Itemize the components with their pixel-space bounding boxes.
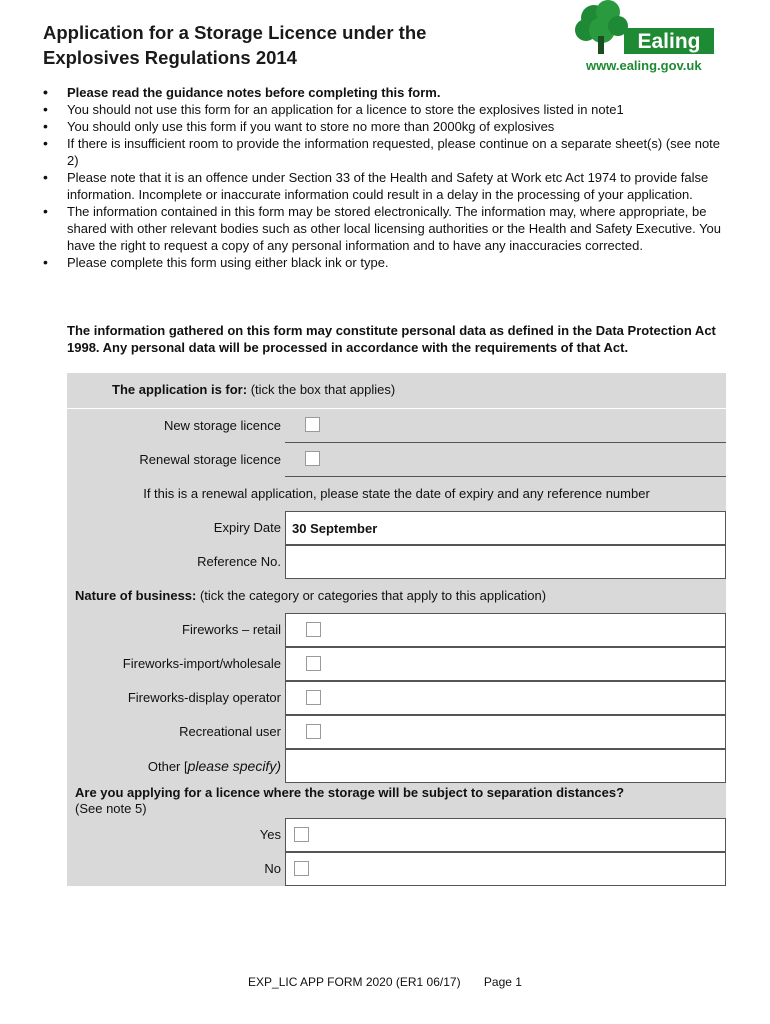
page-title bbox=[43, 20, 523, 70]
note-item: • Please note that it is an offence under Section 33 of the Health and Safety at Work etc Act 1974 to provide false information. Incomplete or inaccurate information could result in a delay in the processing of your application. bbox=[43, 169, 723, 203]
renewal-licence-checkbox[interactable] bbox=[305, 451, 320, 466]
guidance-notes bbox=[43, 84, 723, 271]
title-line-2: Explosives Regulations 2014 bbox=[43, 47, 297, 68]
new-licence-checkbox[interactable] bbox=[305, 417, 320, 432]
application-header bbox=[67, 373, 726, 409]
page-footer bbox=[0, 975, 770, 989]
other-business-row bbox=[67, 749, 726, 783]
data-protection-notice: The information gathered on this form may constitute personal data as defined in the Data Protection Act 1998. Any personal data will be processed in accordance with the requirements of that Act. bbox=[67, 323, 716, 355]
reference-field[interactable] bbox=[285, 545, 726, 579]
application-header-label: The application is for: bbox=[112, 382, 248, 397]
note-item: • You should only use this form if you want to store no more than 2000kg of explosives bbox=[43, 118, 723, 135]
expiry-label: Expiry Date bbox=[213, 520, 281, 535]
business-label: Fireworks – retail bbox=[182, 622, 281, 637]
business-row bbox=[67, 681, 726, 715]
separation-yes-checkbox[interactable] bbox=[294, 827, 309, 842]
expiry-date-field[interactable] bbox=[285, 511, 726, 545]
note-item: • You should not use this form for an application for a licence to store the explosives listed in note1 bbox=[43, 101, 723, 118]
application-header-hint: (tick the box that applies) bbox=[247, 382, 396, 397]
business-label: Recreational user bbox=[179, 724, 281, 739]
separation-question bbox=[67, 783, 726, 818]
reference-row bbox=[67, 545, 726, 579]
fireworks-retail-checkbox[interactable] bbox=[306, 622, 321, 637]
separation-note: (See note 5) bbox=[75, 801, 147, 816]
business-header-hint: (tick the category or categories that apply to this application) bbox=[196, 588, 547, 603]
new-licence-row bbox=[67, 409, 726, 443]
note-item: • Please complete this form using either black ink or type. bbox=[43, 254, 723, 271]
business-label: Fireworks-display operator bbox=[127, 690, 281, 705]
note-item: • Please read the guidance notes before completing this form. bbox=[43, 84, 723, 101]
form-code: EXP_LIC APP FORM 2020 (ER1 06/17) bbox=[248, 975, 461, 989]
new-licence-label: New storage licence bbox=[163, 418, 281, 433]
renewal-note: If this is a renewal application, please state the date of expiry and any reference number bbox=[67, 477, 726, 511]
fireworks-display-checkbox[interactable] bbox=[306, 690, 321, 705]
reference-label: Reference No. bbox=[197, 554, 281, 569]
separation-yes-label: Yes bbox=[259, 827, 281, 842]
separation-no-label: No bbox=[264, 861, 281, 876]
separation-no-checkbox[interactable] bbox=[294, 861, 309, 876]
logo-url[interactable]: www.ealing.gov.uk bbox=[586, 58, 702, 73]
business-row bbox=[67, 715, 726, 749]
separation-question-text: Are you applying for a licence where the storage will be subject to separation distances? bbox=[75, 785, 625, 800]
separation-no-row bbox=[67, 852, 726, 886]
business-row bbox=[67, 647, 726, 681]
other-business-label: Other [please specify) bbox=[147, 758, 281, 774]
business-header bbox=[67, 579, 726, 613]
recreational-user-checkbox[interactable] bbox=[306, 724, 321, 739]
expiry-date-value: 30 September bbox=[292, 521, 378, 536]
renewal-licence-row bbox=[67, 443, 726, 477]
business-header-label: Nature of business: bbox=[75, 588, 197, 603]
other-business-field[interactable] bbox=[285, 749, 726, 783]
note-item: • If there is insufficient room to provide the information requested, please continue on a separate sheet(s) (see note 2) bbox=[43, 135, 723, 169]
business-label: Fireworks-import/wholesale bbox=[122, 656, 281, 671]
separation-yes-row bbox=[67, 818, 726, 852]
expiry-row bbox=[67, 511, 726, 545]
renewal-licence-label: Renewal storage licence bbox=[139, 452, 281, 467]
page-number: Page 1 bbox=[483, 975, 522, 989]
fireworks-wholesale-checkbox[interactable] bbox=[306, 656, 321, 671]
logo-text: Ealing bbox=[637, 30, 701, 53]
application-form bbox=[67, 373, 726, 886]
note-item: • The information contained in this form may be stored electronically. The information may, where appropriate, be shared with other relevant bodies such as other local licensing authorities or the Health and Safety Executive. You have the right to request a copy of any personal information and to have any inaccuracies corrected. bbox=[43, 203, 723, 254]
business-row bbox=[67, 613, 726, 647]
title-line-1: Application for a Storage Licence under the bbox=[43, 22, 427, 43]
